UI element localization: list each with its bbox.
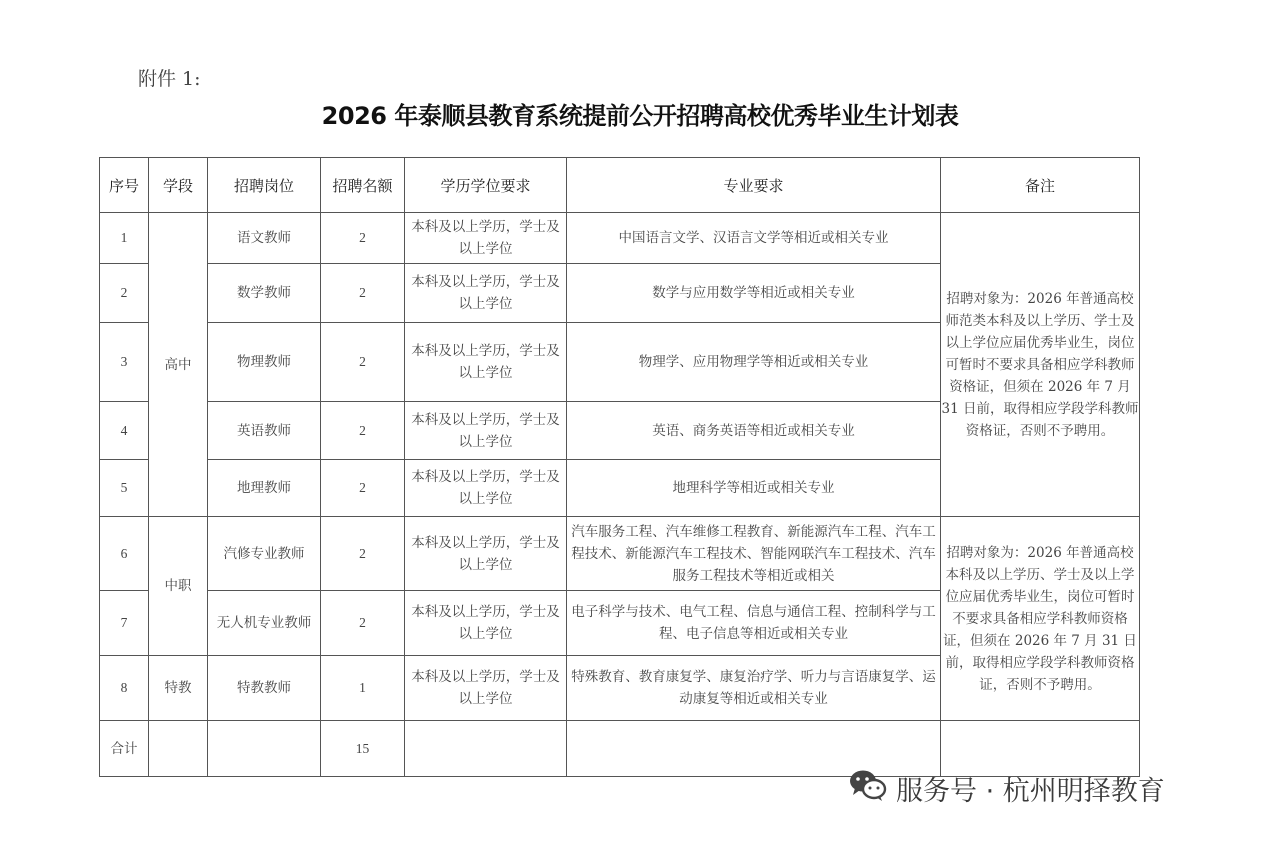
row-quota: 2 — [321, 264, 405, 323]
total-empty-cell — [149, 721, 208, 777]
table-row — [100, 517, 1140, 591]
row-position: 英语教师 — [208, 402, 321, 460]
row-degree: 本科及以上学历，学士及以上学位 — [405, 213, 567, 264]
row-major: 电子科学与技术、电气工程、信息与通信工程、控制科学与工程、电子信息等相近或相关专业 — [567, 591, 941, 656]
row-quota: 2 — [321, 460, 405, 517]
table-header-row — [100, 158, 1140, 213]
total-empty-cell — [405, 721, 567, 777]
row-quota: 2 — [321, 517, 405, 591]
wechat-icon — [848, 768, 888, 809]
row-quota: 2 — [321, 402, 405, 460]
row-position: 汽修专业教师 — [208, 517, 321, 591]
row-degree: 本科及以上学历，学士及以上学位 — [405, 402, 567, 460]
row-seq: 4 — [100, 402, 149, 460]
row-quota: 2 — [321, 591, 405, 656]
row-seq: 3 — [100, 323, 149, 402]
row-position: 语文教师 — [208, 213, 321, 264]
total-empty-cell — [208, 721, 321, 777]
row-degree: 本科及以上学历，学士及以上学位 — [405, 517, 567, 591]
header-quota: 招聘名额 — [321, 158, 405, 213]
header-note: 备注 — [941, 158, 1140, 213]
header-stage: 学段 — [149, 158, 208, 213]
row-seq: 7 — [100, 591, 149, 656]
row-degree: 本科及以上学历，学士及以上学位 — [405, 323, 567, 402]
row-seq: 1 — [100, 213, 149, 264]
stage-cell-high: 高中 — [149, 213, 208, 517]
row-major: 数学与应用数学等相近或相关专业 — [567, 264, 941, 323]
stage-cell-vocational: 中职 — [149, 517, 208, 656]
row-major: 英语、商务英语等相近或相关专业 — [567, 402, 941, 460]
row-major: 汽车服务工程、汽车维修工程教育、新能源汽车工程、汽车工程技术、新能源汽车工程技术、智能网联汽车工程技术、汽车服务工程技术等相近或相关 — [567, 517, 941, 591]
row-quota: 2 — [321, 323, 405, 402]
stage-cell-special: 特教 — [149, 656, 208, 721]
row-position: 特教教师 — [208, 656, 321, 721]
row-position: 无人机专业教师 — [208, 591, 321, 656]
table-row — [100, 213, 1140, 264]
row-degree: 本科及以上学历，学士及以上学位 — [405, 591, 567, 656]
header-degree: 学历学位要求 — [405, 158, 567, 213]
row-major: 特殊教育、教育康复学、康复治疗学、听力与言语康复学、运动康复等相近或相关专业 — [567, 656, 941, 721]
header-seq: 序号 — [100, 158, 149, 213]
row-degree: 本科及以上学历，学士及以上学位 — [405, 656, 567, 721]
row-seq: 2 — [100, 264, 149, 323]
row-seq: 5 — [100, 460, 149, 517]
watermark-text: 服务号 · 杭州明择教育 — [896, 776, 1165, 807]
row-degree: 本科及以上学历，学士及以上学位 — [405, 264, 567, 323]
row-degree: 本科及以上学历，学士及以上学位 — [405, 460, 567, 517]
row-seq: 8 — [100, 656, 149, 721]
row-major: 地理科学等相近或相关专业 — [567, 460, 941, 517]
row-major: 中国语言文学、汉语言文学等相近或相关专业 — [567, 213, 941, 264]
watermark — [848, 768, 1165, 809]
note-vocational-special: 招聘对象为：2026 年普通高校本科及以上学历、学士及以上学位应届优秀毕业生，岗位可暂时不要求具备相应学科教师资格证，但须在 2026 年 7 月 31 日前，取得相应学段学科教师资格证，否则不予聘用。 — [941, 517, 1140, 721]
row-position: 地理教师 — [208, 460, 321, 517]
row-seq: 6 — [100, 517, 149, 591]
note-high-school: 招聘对象为：2026 年普通高校师范类本科及以上学历、学士及以上学位应届优秀毕业生，岗位可暂时不要求具备相应学科教师资格证，但须在 2026 年 7 月 31 日前，取得相应学段学科教师资格证，否则不予聘用。 — [941, 213, 1140, 517]
header-major: 专业要求 — [567, 158, 941, 213]
total-label: 合计 — [100, 721, 149, 777]
header-position: 招聘岗位 — [208, 158, 321, 213]
row-major: 物理学、应用物理学等相近或相关专业 — [567, 323, 941, 402]
row-quota: 2 — [321, 213, 405, 264]
page-title: 2026 年泰顺县教育系统提前公开招聘高校优秀毕业生计划表 — [321, 102, 959, 130]
recruitment-plan-table — [99, 157, 1140, 777]
row-quota: 1 — [321, 656, 405, 721]
total-quota: 15 — [321, 721, 405, 777]
row-position: 数学教师 — [208, 264, 321, 323]
row-position: 物理教师 — [208, 323, 321, 402]
attachment-label: 附件 1: — [138, 68, 201, 90]
